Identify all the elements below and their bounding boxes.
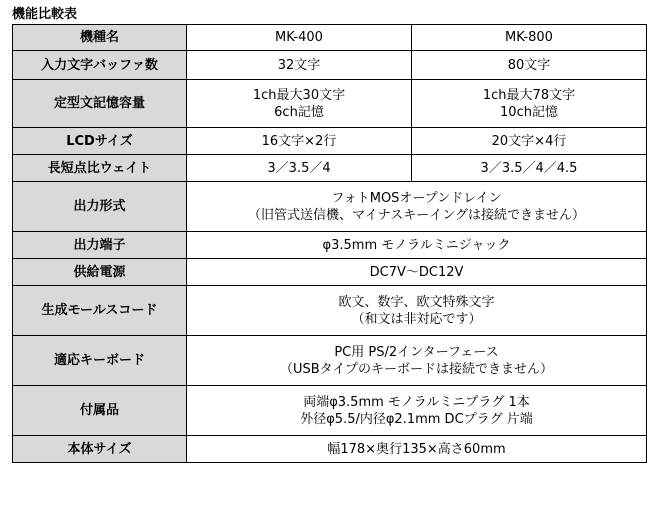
row-label: 供給電源 bbox=[13, 259, 187, 286]
table-row-morse bbox=[13, 286, 647, 336]
table-row-output-jack bbox=[13, 232, 647, 259]
cell-merged bbox=[187, 386, 647, 436]
row-label: 定型文記憶容量 bbox=[13, 80, 187, 128]
table-row-power bbox=[13, 259, 647, 286]
cell-merged: DC7V〜DC12V bbox=[187, 259, 647, 286]
row-label: 入力文字バッファ数 bbox=[13, 51, 187, 80]
cell-line: （旧管式送信機、マイナスキーイングは接続できません） bbox=[248, 207, 585, 223]
cell-mk800: 20文字×4行 bbox=[412, 128, 647, 155]
cell-line: （和文は非対応です） bbox=[351, 311, 482, 327]
row-label: 本体サイズ bbox=[13, 436, 187, 463]
header-label: 機種名 bbox=[13, 25, 187, 51]
cell-line: 1ch最大30文字 bbox=[252, 87, 346, 103]
cell-mk800 bbox=[412, 80, 647, 128]
row-label: 出力端子 bbox=[13, 232, 187, 259]
cell-line: 外径φ5.5/内径φ2.1mm DCプラグ 片端 bbox=[300, 411, 533, 427]
cell-line: 欧文、数字、欧文特殊文字 bbox=[338, 294, 495, 310]
cell-line: 6ch記憶 bbox=[274, 104, 324, 120]
row-label: 出力形式 bbox=[13, 182, 187, 232]
table-row-weight bbox=[13, 155, 647, 182]
table-row-accessory bbox=[13, 386, 647, 436]
row-label: 付属品 bbox=[13, 386, 187, 436]
cell-line: PC用 PS/2インターフェース bbox=[334, 344, 499, 360]
row-label: LCDサイズ bbox=[13, 128, 187, 155]
table-row-size bbox=[13, 436, 647, 463]
cell-line: 両端φ3.5mm モノラルミニプラグ 1本 bbox=[303, 394, 530, 410]
cell-mk400 bbox=[187, 80, 412, 128]
cell-mk800: 80文字 bbox=[412, 51, 647, 80]
row-label: 生成モールスコード bbox=[13, 286, 187, 336]
cell-mk400: 3／3.5／4 bbox=[187, 155, 412, 182]
cell-merged: 幅178×奥行135×高さ60mm bbox=[187, 436, 647, 463]
spec-comparison-table bbox=[12, 24, 647, 463]
table-row-output-type bbox=[13, 182, 647, 232]
cell-merged bbox=[187, 182, 647, 232]
table-row-lcd bbox=[13, 128, 647, 155]
cell-line: フォトMOSオープンドレイン bbox=[331, 190, 502, 206]
table-row-memory bbox=[13, 80, 647, 128]
cell-line: 1ch最大78文字 bbox=[482, 87, 576, 103]
cell-mk800: 3／3.5／4／4.5 bbox=[412, 155, 647, 182]
cell-mk400: 16文字×2行 bbox=[187, 128, 412, 155]
cell-line: 10ch記憶 bbox=[500, 104, 558, 120]
row-label: 適応キーボード bbox=[13, 336, 187, 386]
cell-line: （USBタイプのキーボードは接続できません） bbox=[279, 361, 554, 377]
table-caption: 機能比較表 bbox=[12, 7, 78, 22]
table-row-header bbox=[13, 25, 647, 51]
cell-merged: φ3.5mm モノラルミニジャック bbox=[187, 232, 647, 259]
header-mk400: MK-400 bbox=[187, 25, 412, 51]
row-label: 長短点比ウェイト bbox=[13, 155, 187, 182]
table-row-keyboard bbox=[13, 336, 647, 386]
cell-mk400: 32文字 bbox=[187, 51, 412, 80]
cell-merged bbox=[187, 336, 647, 386]
header-mk800: MK-800 bbox=[412, 25, 647, 51]
cell-merged bbox=[187, 286, 647, 336]
table-row-buffer bbox=[13, 51, 647, 80]
